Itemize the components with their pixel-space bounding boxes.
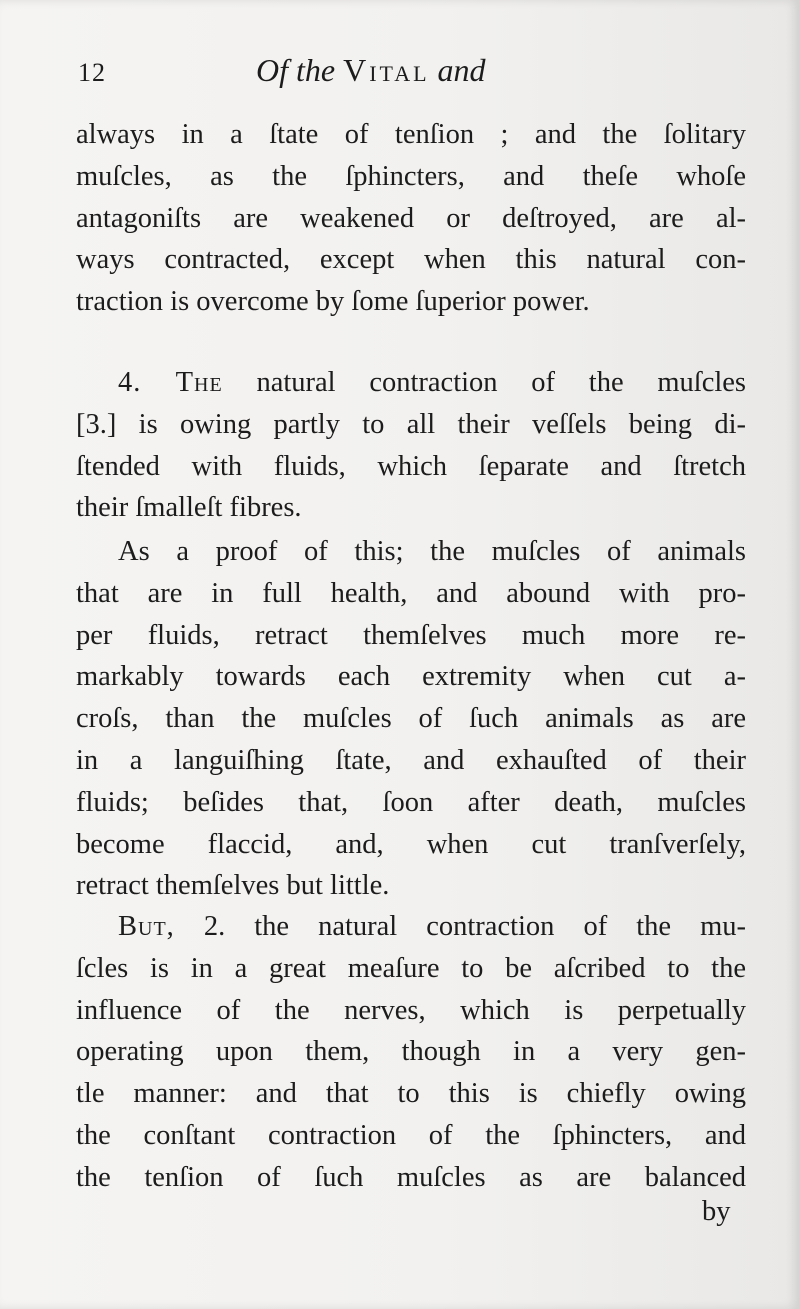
text-line: their ſmalleſt fibres. bbox=[76, 492, 302, 524]
text-line: retract themſelves but little. bbox=[76, 870, 390, 902]
text-line: fluids; beſides that, ſoon after death, muſcles bbox=[76, 786, 746, 818]
text-line: antagoniſts are weakened or deſtroyed, are al- bbox=[76, 202, 746, 234]
page-number: 12 bbox=[78, 58, 106, 87]
text-line: in a languiſhing ſtate, and exhauſted of their bbox=[76, 744, 746, 776]
catchword: by bbox=[702, 1196, 731, 1227]
text-line: become flaccid, and, when cut tranſverſely, bbox=[76, 828, 746, 860]
paragraph-nerves bbox=[76, 906, 746, 1199]
running-title bbox=[256, 52, 486, 89]
text-line bbox=[76, 906, 746, 948]
text-line: the tenſion of ſuch muſcles as are balanced bbox=[76, 1161, 746, 1193]
text-line: [3.] is owing partly to all their veſſels being di- bbox=[76, 408, 746, 440]
paragraph-proof bbox=[76, 531, 746, 907]
running-title-suffix: and bbox=[437, 52, 486, 88]
text-line: ſcles is in a great meaſure to be aſcribed to the bbox=[76, 952, 746, 984]
paragraph-lead-in: But, bbox=[118, 911, 175, 942]
text-line: muſcles, as the ſphincters, and theſe whoſe bbox=[76, 160, 746, 192]
text-line bbox=[76, 362, 746, 404]
text-line: tle manner: and that to this is chiefly owing bbox=[76, 1078, 746, 1110]
text-line-rest: 2. the natural contraction of the mu- bbox=[203, 911, 746, 942]
text-line: As a proof of this; the muſcles of animals bbox=[118, 536, 746, 567]
text-line: that are in full health, and abound with pro- bbox=[76, 577, 746, 609]
paragraph-section-4 bbox=[76, 362, 746, 529]
text-line: ſtended with fluids, which ſeparate and ſtretch bbox=[76, 450, 746, 482]
running-title-prefix: Of the bbox=[256, 52, 336, 88]
text-line: ways contracted, except when this natural con- bbox=[76, 244, 746, 276]
text-line: always in a ſtate of tenſion ; and the ſolitary bbox=[76, 119, 746, 150]
text-line: traction is overcome by ſome ſuperior power. bbox=[76, 286, 590, 318]
running-title-smallcaps: Vital bbox=[343, 52, 430, 88]
text-line: influence of the nerves, which is perpetually bbox=[76, 994, 746, 1026]
text-line: operating upon them, though in a very gen- bbox=[76, 1036, 746, 1068]
running-head bbox=[78, 52, 748, 96]
text-line: per fluids, retract themſelves much more re- bbox=[76, 619, 746, 651]
text-line: the conſtant contraction of the ſphincters, and bbox=[76, 1119, 746, 1151]
section-lead-in: 4. The bbox=[118, 367, 223, 398]
text-line: croſs, than the muſcles of ſuch animals as are bbox=[76, 703, 746, 735]
text-line-rest: natural contraction of the muſcles bbox=[256, 367, 746, 398]
text-line: markably towards each extremity when cut a- bbox=[76, 661, 746, 693]
paragraph-continuation bbox=[76, 114, 746, 323]
